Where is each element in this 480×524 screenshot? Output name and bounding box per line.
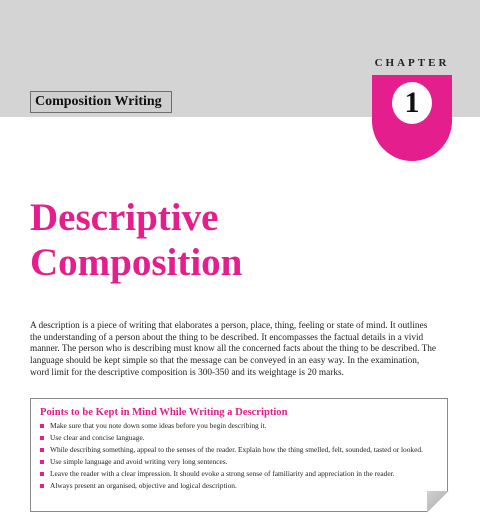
bullet-square-icon xyxy=(40,424,44,428)
bullet-square-icon xyxy=(40,460,44,464)
list-item xyxy=(40,445,430,454)
points-list xyxy=(40,421,430,493)
list-item xyxy=(40,421,430,430)
list-item-text: Use simple language and avoid writing very long sentences. xyxy=(50,457,228,466)
chapter-tab xyxy=(372,75,452,161)
list-item xyxy=(40,433,430,442)
bullet-square-icon xyxy=(40,472,44,476)
points-title: Points to be Kept in Mind While Writing a Description xyxy=(40,407,288,418)
section-label: Composition Writing xyxy=(30,91,172,113)
list-item xyxy=(40,469,430,478)
page-title xyxy=(30,195,450,285)
list-item xyxy=(40,457,430,466)
points-box xyxy=(30,398,448,512)
bullet-square-icon xyxy=(40,448,44,452)
title-line-1: Descriptive xyxy=(30,196,219,239)
list-item xyxy=(40,481,430,490)
title-line-2: Composition xyxy=(30,241,243,284)
chapter-label: CHAPTER xyxy=(374,57,450,69)
list-item-text: Leave the reader with a clear impression. It should evoke a strong sense of familiarity and appreciation in the reader. xyxy=(50,469,395,478)
intro-paragraph: A description is a piece of writing that elaborates a person, place, thing, feeling or state of mind. It outlines the understanding of a person about the thing to be described. It encompasses the factual details in a vivid manner. The person who is describing must know all the concerned facts about the thing to be described. The language should be kept simple so that the message can be conveyed in an easy way. In the examination, word limit for the descriptive composition is 300-350 and its weightage is 20 marks. xyxy=(30,321,437,378)
chapter-number: 1 xyxy=(392,82,432,124)
list-item-text: While describing something, appeal to the senses of the reader. Explain how the thing smelled, felt, sounded, tasted or looked. xyxy=(50,445,423,454)
bullet-square-icon xyxy=(40,484,44,488)
list-item-text: Use clear and concise language. xyxy=(50,433,145,442)
bullet-square-icon xyxy=(40,436,44,440)
page-curl-icon xyxy=(427,491,449,513)
list-item-text: Always present an organised, objective and logical description. xyxy=(50,481,237,490)
list-item-text: Make sure that you note down some ideas before you begin describing it. xyxy=(50,421,267,430)
